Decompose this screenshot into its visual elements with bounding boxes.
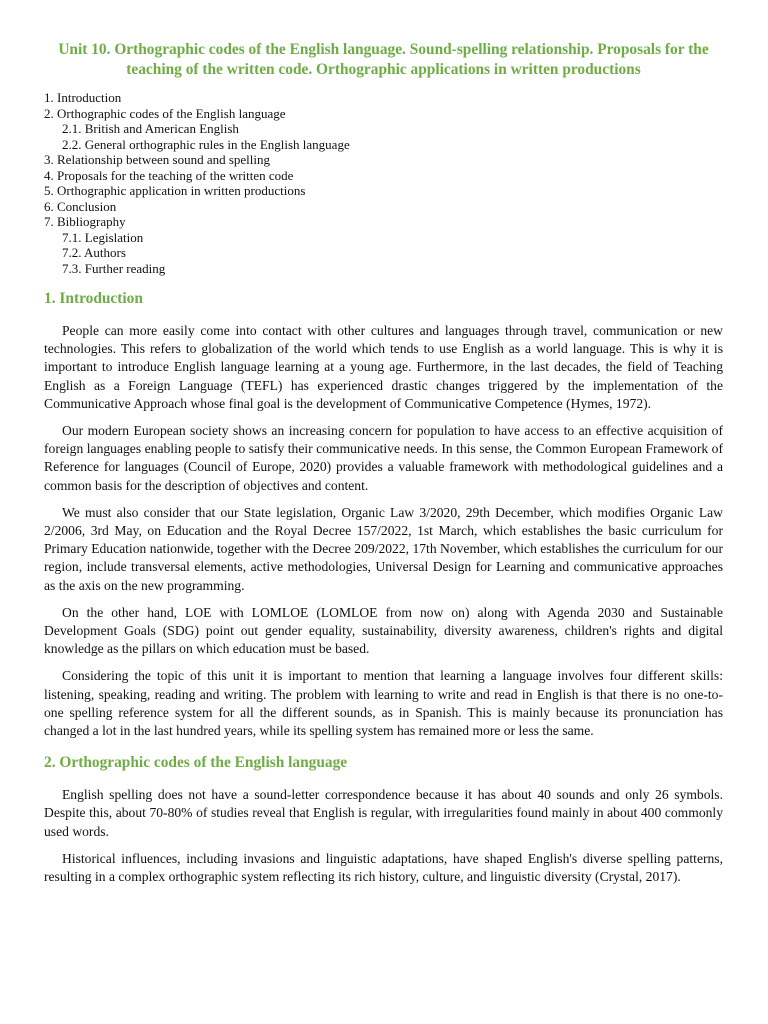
paragraph: We must also consider that our State legislation, Organic Law 3/2020, 29th December, which modifies Organic Law 2/2006, 3rd May, on Education and the Royal Decree 157/2022, 1st March, which establishes the basic curriculum for Primary Education nationwide, together with the Decree 209/2022, 17th November, which establishes the curriculum for our region, include transversal elements, active methodologies, Universal Design for Learning and communicative approaches as the axis on the new programming. xyxy=(44,504,723,593)
toc-item: 4. Proposals for the teaching of the written code xyxy=(44,167,294,183)
section-heading: 1. Introduction xyxy=(44,290,143,307)
toc-subitem: 2.2. General orthographic rules in the English language xyxy=(62,136,350,152)
section-heading: 2. Orthographic codes of the English language xyxy=(44,754,348,772)
toc-item: 3. Relationship between sound and spelling xyxy=(44,152,271,167)
table-of-contents xyxy=(44,90,723,276)
toc-item: 1. Introduction xyxy=(44,90,122,105)
section-introduction xyxy=(44,289,723,740)
document-title: Unit 10. Orthographic codes of the English language. Sound-spelling relationship. Proposals for the teaching of the written code. Orthographic applications in written productions xyxy=(58,41,709,78)
toc-subitem: 2.1. British and American English xyxy=(62,121,239,136)
paragraph: Our modern European society shows an increasing concern for population to have access to an effective acquisition of foreign languages enabling people to satisfy their communicative needs. In this sense, the Common European Framework of Reference for languages (Council of Europe, 2020) provides a valuable framework with methodological guidelines and a common basis for the description of objectives and content. xyxy=(44,423,723,493)
paragraph: Considering the topic of this unit it is important to mention that learning a language involves four different skills: listening, speaking, reading and writing. The problem with learning to write and read in English is that there is no one-to-one spelling reference system for all the different sounds, as in Spanish. This is mainly because its pronunciation has changed a lot in the last hundred years, while its spelling system has remained more or less the same. xyxy=(44,668,723,739)
toc-item: 6. Conclusion xyxy=(44,198,117,214)
toc-subitem: 7.1. Legislation xyxy=(62,229,144,245)
toc-subitem: 7.3. Further reading xyxy=(62,260,166,276)
paragraph: Historical influences, including invasions and linguistic adaptations, have shaped English's diverse spelling patterns, resulting in a complex orthographic system reflecting its rich history, culture, and linguistic diversity (Crystal, 2017). xyxy=(44,850,723,885)
paragraph: On the other hand, LOE with LOMLOE (LOMLOE from now on) along with Agenda 2030 and Sustainable Development Goals (SDG) point out gender equality, sustainability, diversity awareness, children's rights and digital knowledge as the pillars on which education must be based. xyxy=(44,604,723,657)
section-orthographic-codes xyxy=(44,753,723,886)
paragraph: People can more easily come into contact with other cultures and languages through travel, communication or new technologies. This refers to globalization of the world which tends to use English as a world language. This is why it is important to introduce English language learning at a young age. Furthermore, in the last decades, the field of Teaching English as a Foreign Language (TEFL) has experienced drastic changes triggered by the implementation of the Communicative Approach whose final goal is the development of Communicative Competence (Hymes, 1972). xyxy=(44,323,723,411)
toc-item: 5. Orthographic application in written productions xyxy=(44,183,306,198)
toc-item: 7. Bibliography xyxy=(44,214,126,229)
toc-item: 2. Orthographic codes of the English language xyxy=(44,105,286,121)
toc-subitem: 7.2. Authors xyxy=(62,245,126,260)
paragraph: English spelling does not have a sound-letter correspondence because it has about 40 sounds and only 26 symbols. Despite this, about 70-80% of studies reveal that English is regular, with irregularities found mainly in about 400 commonly used words. xyxy=(44,787,723,839)
